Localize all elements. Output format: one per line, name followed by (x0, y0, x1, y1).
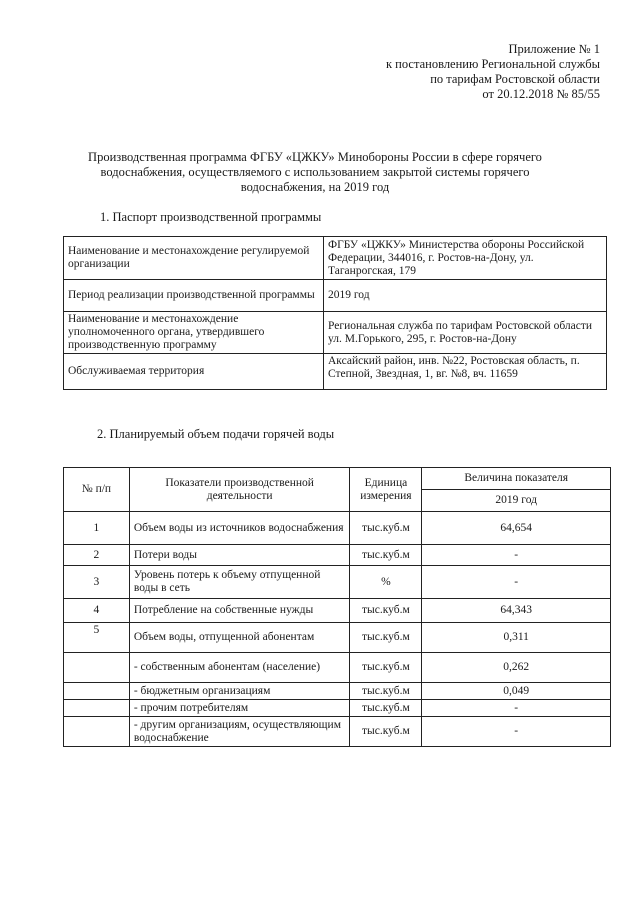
row-indicator: - другим организациям, осуществляющим водоснабжение (129, 717, 350, 747)
row-num: 2 (64, 545, 130, 566)
passport-key: Наименование и местонахождение регулируемой организации (64, 237, 324, 280)
row-num (64, 700, 130, 717)
document-title (60, 150, 570, 195)
header-row (64, 468, 611, 490)
row-indicator: Объем воды из источников водоснабжения (129, 512, 350, 545)
table-row (64, 717, 611, 747)
row-num: 1 (64, 512, 130, 545)
passport-row (64, 237, 607, 280)
row-unit: тыс.куб.м (350, 683, 422, 700)
passport-value: ФГБУ «ЦЖКУ» Министерства обороны Российской Федерации, 344016, г. Ростов-на-Дону, ул. Таганрогская, 179 (324, 237, 607, 280)
title-line-1: Производственная программа ФГБУ «ЦЖКУ» Минобороны России в сфере горячего (88, 150, 542, 164)
appendix-block (386, 42, 600, 102)
table-row (64, 512, 611, 545)
table-row (64, 683, 611, 700)
row-value: 64,654 (422, 512, 611, 545)
passport-value: 2019 год (324, 280, 607, 312)
row-num: 5 (64, 623, 130, 653)
passport-key: Период реализации производственной программы (64, 280, 324, 312)
row-value: - (422, 717, 611, 747)
row-unit: тыс.куб.м (350, 717, 422, 747)
header-indicator: Показатели производственной деятельности (129, 468, 350, 512)
passport-row (64, 354, 607, 390)
passport-key: Обслуживаемая территория (64, 354, 324, 390)
row-num (64, 683, 130, 700)
row-indicator: Объем воды, отпущенной абонентам (129, 623, 350, 653)
appendix-line-1: Приложение № 1 (508, 42, 600, 56)
table-row (64, 599, 611, 623)
row-value: 64,343 (422, 599, 611, 623)
row-indicator: Потери воды (129, 545, 350, 566)
row-indicator: - собственным абонентам (население) (129, 653, 350, 683)
table-row (64, 566, 611, 599)
row-unit: тыс.куб.м (350, 512, 422, 545)
row-value: 0,049 (422, 683, 611, 700)
table-row (64, 623, 611, 653)
appendix-line-2: к постановлению Региональной службы (385, 57, 600, 71)
row-value: 0,262 (422, 653, 611, 683)
row-indicator: Уровень потерь к объему отпущенной воды в сеть (129, 566, 350, 599)
row-indicator: - прочим потребителям (129, 700, 350, 717)
section-2-heading: 2. Планируемый объем подачи горячей воды (97, 427, 335, 441)
row-indicator: - бюджетным организациям (129, 683, 350, 700)
passport-value: Региональная служба по тарифам Ростовской области ул. М.Горького, 295, г. Ростов-на-Дону (324, 312, 607, 354)
row-num (64, 653, 130, 683)
header-value-group: Величина показателя (422, 468, 611, 490)
row-unit: тыс.куб.м (350, 700, 422, 717)
row-unit: тыс.куб.м (350, 545, 422, 566)
passport-row (64, 312, 607, 354)
row-unit: % (350, 566, 422, 599)
row-indicator: Потребление на собственные нужды (129, 599, 350, 623)
row-unit: тыс.куб.м (350, 623, 422, 653)
row-value: - (422, 566, 611, 599)
title-line-2: водоснабжения, осуществляемого с использованием закрытой системы горячего (100, 165, 530, 179)
header-year: 2019 год (422, 490, 611, 512)
row-value: 0,311 (422, 623, 611, 653)
passport-row (64, 280, 607, 312)
appendix-line-3: по тарифам Ростовской области (430, 72, 600, 86)
row-value: - (422, 545, 611, 566)
header-num: № п/п (64, 468, 130, 512)
row-unit: тыс.куб.м (350, 599, 422, 623)
passport-table (63, 236, 607, 390)
row-num: 3 (64, 566, 130, 599)
section-1-heading: 1. Паспорт производственной программы (100, 210, 322, 224)
title-line-3: водоснабжения, на 2019 год (240, 180, 390, 194)
table-row (64, 545, 611, 566)
volume-table (63, 467, 611, 747)
passport-value: Аксайский район, инв. №22, Ростовская область, п. Степной, Звездная, 1, вг. №8, вч. 11659 (324, 354, 607, 390)
table-row (64, 700, 611, 717)
table-row (64, 653, 611, 683)
row-num: 4 (64, 599, 130, 623)
header-unit: Единица измерения (350, 468, 422, 512)
row-value: - (422, 700, 611, 717)
row-unit: тыс.куб.м (350, 653, 422, 683)
passport-key: Наименование и местонахождение уполномоченного органа, утвердившего производственную программу (64, 312, 324, 354)
row-num (64, 717, 130, 747)
appendix-line-4: от 20.12.2018 № 85/55 (482, 87, 600, 101)
